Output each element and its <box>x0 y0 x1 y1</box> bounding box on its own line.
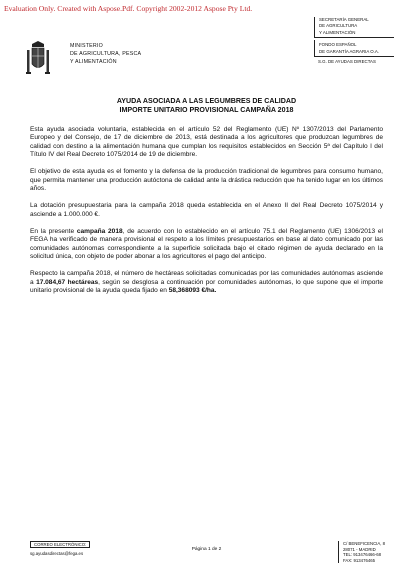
email-label: CORREO ELECTRÓNICO: <box>30 541 90 548</box>
hectares-bold: 17.084,67 hectáreas <box>36 278 99 286</box>
paragraph-3: La dotación presupuestaria para la campaña 2018 queda establecida en el Anexo II del Real Decreto 1075/2014 y asciende a 1.000.000 €. <box>30 202 383 218</box>
fondo-line: FONDO ESPAÑOL <box>319 42 357 48</box>
title-line-2: IMPORTE UNITARIO PROVISIONAL CAMPAÑA 2018 <box>119 105 294 114</box>
title-line-1: AYUDA ASOCIADA A LAS LEGUMBRES DE CALIDAD <box>116 97 297 105</box>
paragraph-1: Esta ayuda asociada voluntaria, establecida en el artículo 52 del Reglamento (UE) Nº 1307/2013 del Parlamento Europeo y del Consejo, de 17 de diciembre de 2013, está destinada a los agricultores que produzcan legumbres de calidad con destino a la alimentación humana que cumplan los requisitos establecidos en Sección 5ª del Capítulo I del Título IV del Real Decreto 1075/2014 de 19 de diciembre. <box>30 126 383 159</box>
document-title <box>30 97 383 114</box>
address-line: FAX: 913476465 <box>343 557 376 563</box>
secretaria-box <box>314 17 394 38</box>
paragraph-5-text: , según se desglosa a continuación por comunidades autónomas, lo que supone que el importe unitario provisional de la ayuda queda fijado en <box>30 278 383 295</box>
paragraph-4 <box>30 228 383 261</box>
document-body <box>30 126 383 305</box>
unit-amount-bold: 58,368093 €/ha. <box>168 287 217 295</box>
ministry-name <box>70 42 141 67</box>
secretaria-line: SECRETARÍA GENERAL <box>319 17 369 22</box>
campaign-bold: campaña 2018 <box>76 228 123 236</box>
ministry-line: Y ALIMENTACIÓN <box>70 59 117 66</box>
ministry-line: DE AGRICULTURA, PESCA <box>70 51 142 58</box>
paragraph-4-text: En la presente <box>30 228 77 236</box>
paragraph-5 <box>30 270 383 295</box>
subdireccion-label: S.G. DE AYUDAS DIRECTAS <box>318 59 376 65</box>
department-header <box>314 17 394 65</box>
secretaria-line: Y ALIMENTACIÓN <box>319 29 356 35</box>
paragraph-5-text: Respecto la campaña 2018, el número de hectáreas solicitadas comunicadas por las comunidades autónomas asciende a <box>30 270 383 286</box>
fondo-line: DE GARANTÍA AGRARIA O.A. <box>319 48 380 54</box>
paragraph-2: El objetivo de esta ayuda es el fomento y la defensa de la producción tradicional de legumbres para consumo humano, que permita mantener una producción autóctona de calidad ante la drástica reducción que ha tenido lugar en los últimos años. <box>30 168 383 193</box>
address-line: TEL: 913476466-68 <box>343 552 381 558</box>
page-number: Página 1 de 2 <box>191 547 222 552</box>
fondo-box <box>314 40 394 57</box>
address-line: 28071 - MADRID <box>343 546 376 552</box>
coat-of-arms-logo <box>22 38 54 78</box>
paragraph-4-text: , de acuerdo con lo establecido en el artículo 75.1 del Reglamento (UE) 1306/2013 el FEGA ha verificado de manera provisional el respeto a los límites presupuestarios en base al dato comunicado por las comunidades autónomas correspondiente a la superficie solicitada bajo el citado régimen de ayuda declarado en la solicitud única, con objeto de poder abonar a los agricultores el pago del anticipo. <box>30 228 383 261</box>
address-line: C/ BENEFICENCIA, 8 <box>343 541 386 546</box>
watermark-text: Evaluation Only. Created with Aspose.Pdf. Copyright 2002-2012 Aspose Pty Ltd. <box>4 4 253 13</box>
footer-address <box>338 541 385 563</box>
ministry-line: MINISTERIO <box>70 43 103 49</box>
secretaria-line: DE AGRICULTURA <box>319 23 358 29</box>
email-address[interactable]: sg.ayudasdirectas@fega.es <box>30 551 84 556</box>
